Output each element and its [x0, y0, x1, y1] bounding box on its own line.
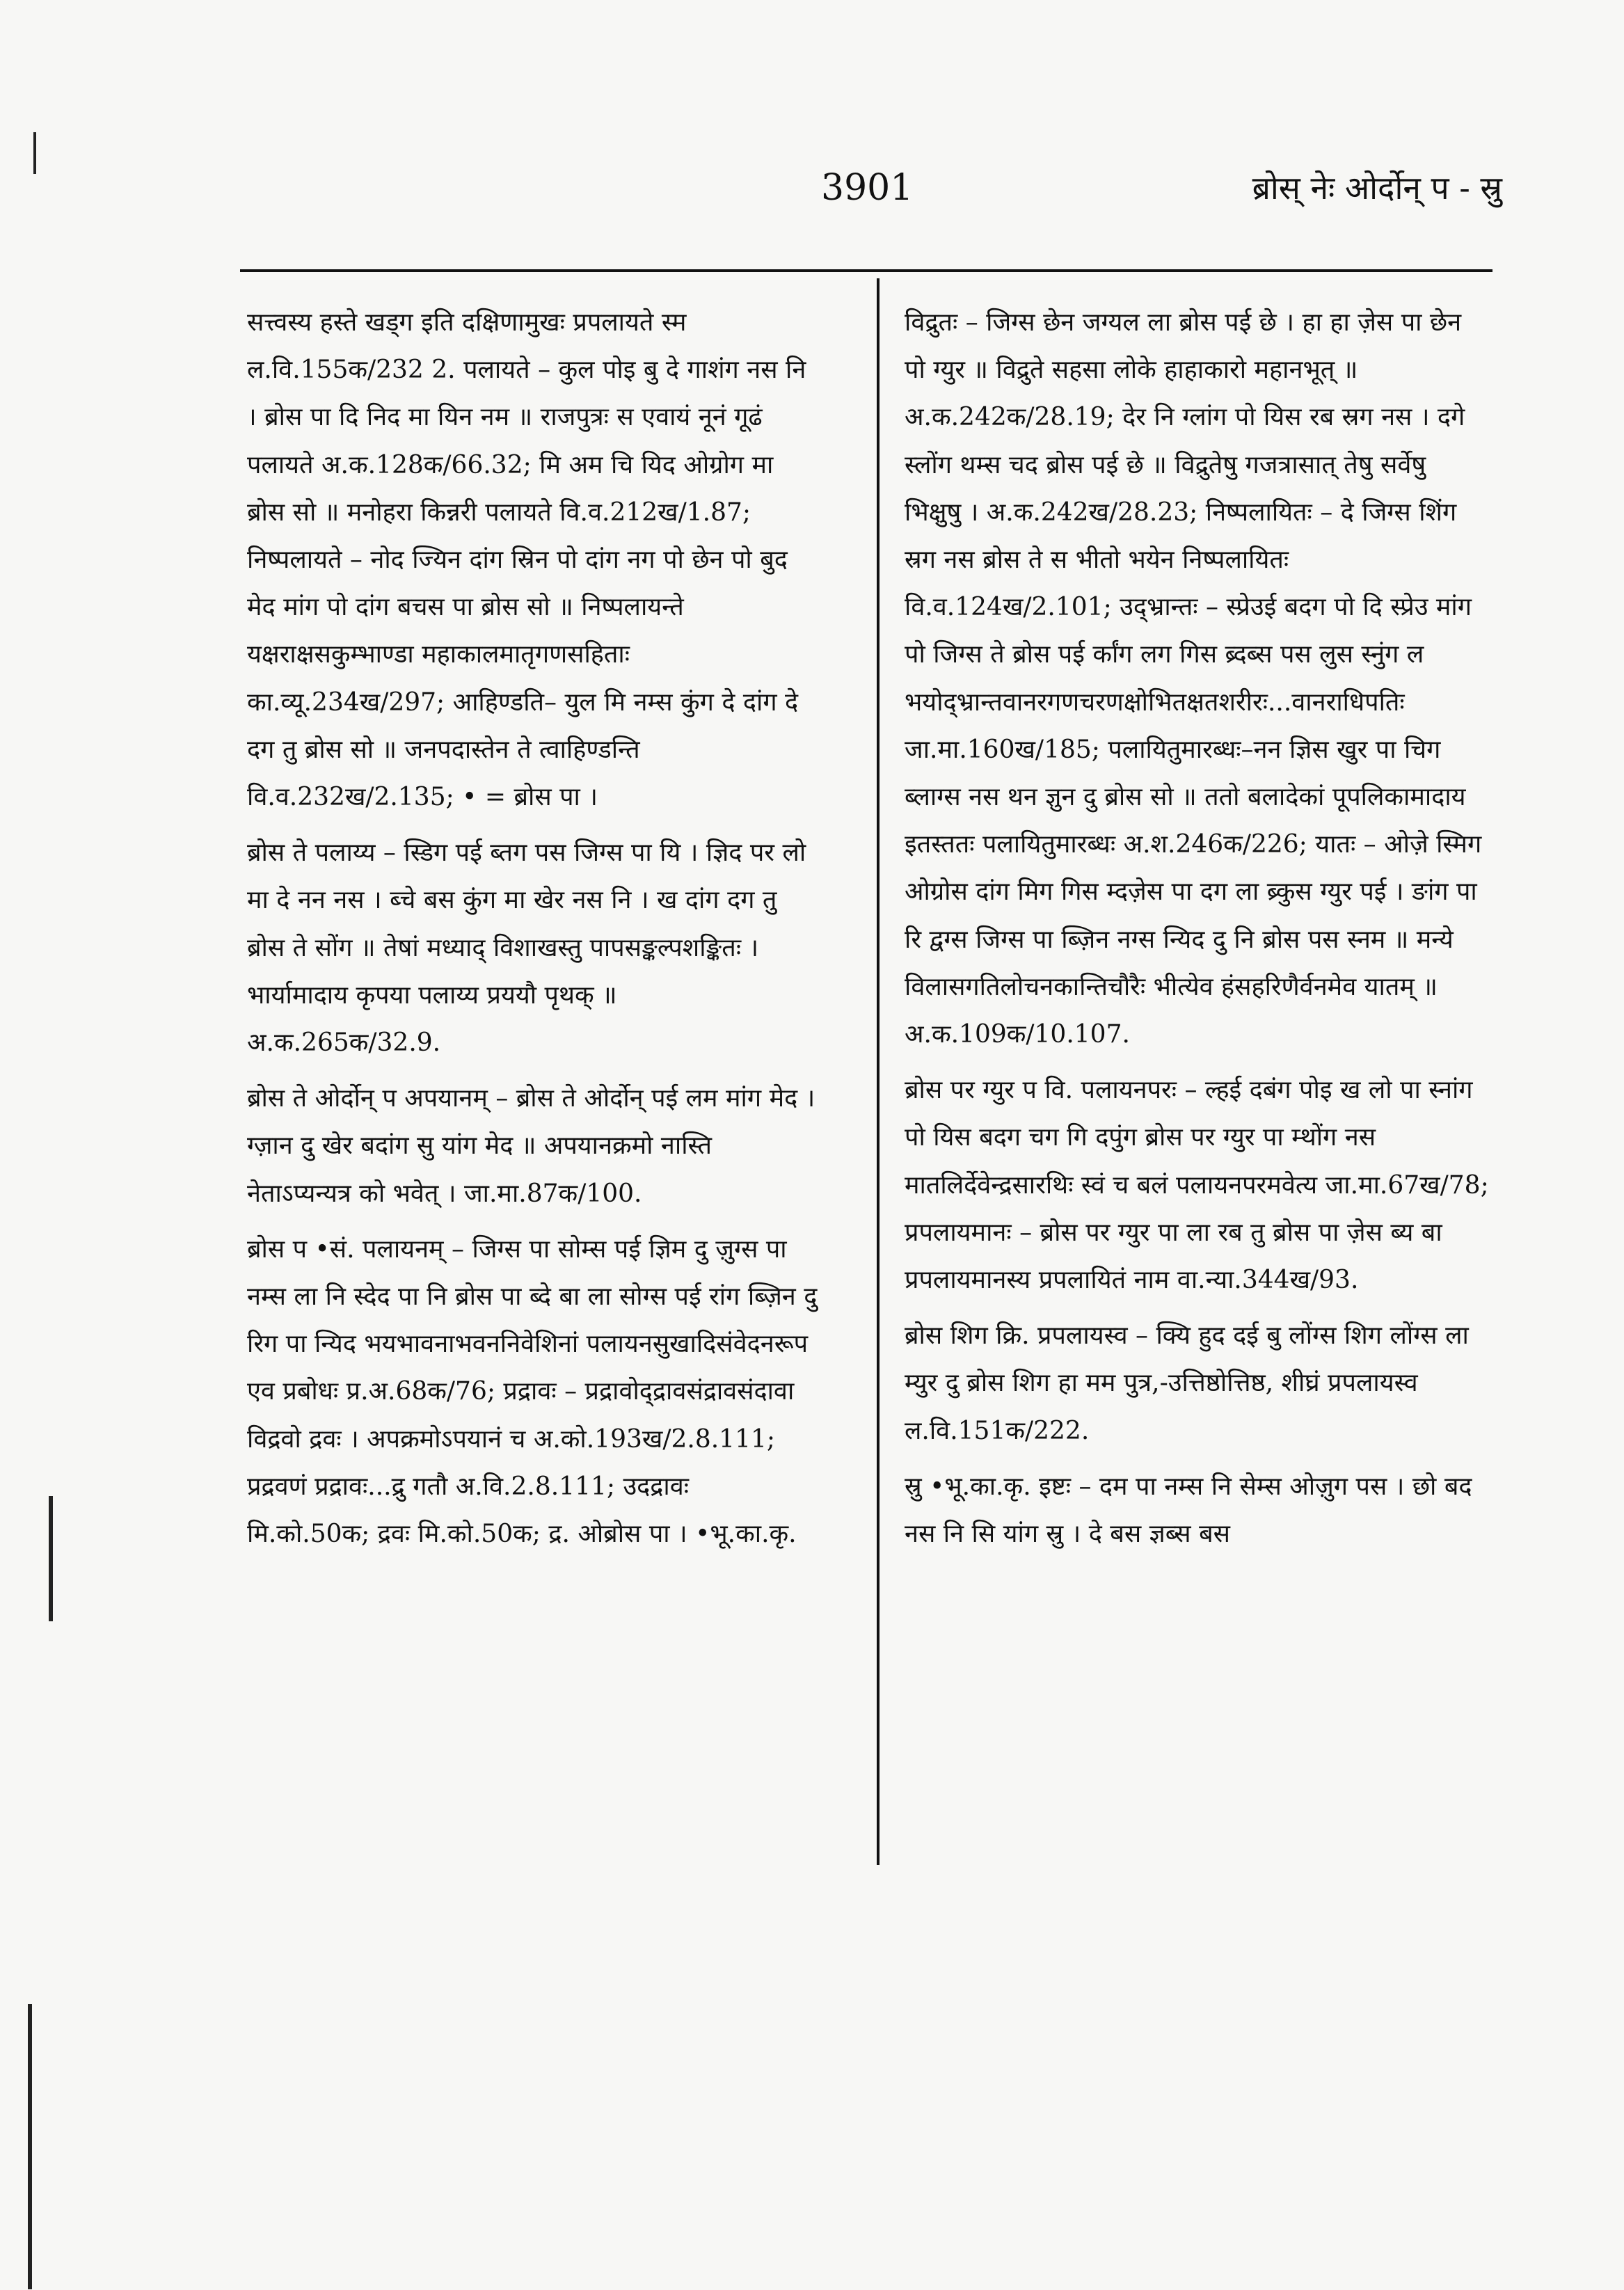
page-number: 3901: [821, 167, 914, 209]
entry-bros-shig: ब्रोस शिग क्रि. प्रपलायस्व – क्यि हुद दई बु लोंग्स शिग लोंग्स ला म्युर दु ब्रोस शिग हा मम पुत्र,-उत्तिष्ठोत्तिष्ठ, शीघ्रं प्रपलायस्व ल.वि.151क/222.: [905, 1321, 1469, 1445]
running-head: ब्रोस्‌ नेः ओर्दोन्‌ प - स्रु: [1252, 169, 1502, 207]
scan-margin-mark: [49, 1496, 53, 1621]
column-divider: [877, 278, 879, 1865]
scan-margin-mark: [28, 2004, 32, 2289]
page-header: [0, 160, 1624, 223]
scan-margin-mark: [33, 132, 36, 174]
header-rule: [240, 269, 1492, 272]
entry-continued: सत्त्वस्य हस्ते खड्ग इति दक्षिणामुखः प्रपलायते स्म ल.वि.155क/232 2. पलायते – कुल पोइ बु दे गाशंग नस नि । ब्रोस पा दि निद मा यिन नम ॥ राजपुत्रः स एवायं नूनं गूढं पलायते अ.क.128क/66.32; मि अम चि यिद ओग्रोग मा ब्रोस सो ॥ मनोहरा किन्नरी पलायते वि.व.212ख/1.87; निष्पलायते – नोद ज्यिन दांग स्रिन पो दांग नग पो छेन पो बुद मेद मांग पो दांग बचस पा ब्रोस सो ॥ निष्पलायन्ते यक्षराक्षसकुम्भाण्डा महाकालमातृगणसहिताः का.व्यू.234ख/297; आहिण्डति– युल मि नम्स कुंग दे दांग दे दग तु ब्रोस सो ॥ जनपदास्तेन ते त्वाहिण्डन्ति वि.व.232ख/2.135; • = ब्रोस पा ।: [247, 308, 806, 812]
entry-bros-par-gyur-pa: ब्रोस पर ग्युर प वि. पलायनपरः – ल्हई दबंग पोइ ख लो पा स्नांग पो यिस बदग चग गि दपुंग ब्रोस पर ग्युर पा म्थोंग नस मातलिर्देवेन्द्रसारथिः स्वं च बलं पलायनपरमवेत्य जा.मा.67ख/78; प्रपलायमानः – ब्रोस पर ग्युर पा ला रब तु ब्रोस पा ज़ेस ब्य बा प्रपलायमानस्य प्रपलायितं नाम वा.न्या.344ख/93.: [905, 1076, 1489, 1295]
entry-bros-te: ब्रोस ते पलाय्य – स्डिग पई ब्तग पस जिग्स पा यि । ज्ञिद पर लो मा दे नन नस । ब्चे बस कुंग मा खेर नस नि । ख दांग दग तु ब्रोस ते सोंग ॥ तेषां मध्याद् विशाखस्तु पापसङ्कल्पशङ्कितः । भार्यामादाय कृपया पलाय्य प्रययौ पृथक् ॥ अ.क.265क/32.9.: [247, 838, 806, 1058]
entry-bros-te-ordong-pa: ब्रोस ते ओर्दोन्‌ प अपयानम् – ब्रोस ते ओर्दोन्‌ पई लम मांग मेद । ग्ज़ान दु खेर बदांग सु यांग मेद ॥ अपयानक्रमो नास्ति नेताऽप्यन्यत्र को भवेत् । जा.मा.87क/100.: [247, 1084, 815, 1208]
entry-bros-pa: ब्रोस प •सं. पलायनम् – जिग्स पा सोम्स पई ज्ञिम दु ज़ुग्स पा नम्स ला नि स्देद पा नि ब्रोस पा ब्दे बा ला सोग्स पई रांग ब्ज़िन दु रिग पा न्यिद भयभावनाभवननिवेशिनां पलायनसुखादिसंवेदनरूप एव प्रबोधः प्र.अ.68क/76; प्रद्रावः – प्रद्रावोद्द्रावसंद्रावसंदावा विद्रवो द्रवः । अपक्रमोऽपयानं च अ.को.193ख/2.8.111; प्रद्रवणं प्रद्रावः...द्रु गतौ अ.वि.2.8.111; उदद्रावः मि.को.50क; द्रवः मि.को.50क; द्र. ओब्रोस पा । •भू.का.कृ.: [247, 1234, 818, 1549]
left-column: [247, 299, 818, 1566]
right-column: [905, 299, 1489, 1566]
entry-sru: स्रु •भू.का.कृ. इष्टः – दम पा नम्स नि सेम्स ओज़ुग पस । छो बद नस नि सि यांग स्रु । दे बस ज्ञब्स बस: [905, 1472, 1472, 1549]
entry-vidrutah: विद्रुतः – जिग्स छेन जग्यल ला ब्रोस पई छे । हा हा ज़ेस पा छेन पो ग्युर ॥ विद्रुते सहसा लोके हाहाकारो महानभूत् ॥ अ.क.242क/28.19; देर नि ग्लांग पो यिस रब स्रग नस । दगे स्लोंग थम्स चद ब्रोस पई छे ॥ विद्रुतेषु गजत्रासात् तेषु सर्वेषु भिक्षुषु । अ.क.242ख/28.23; निष्पलायितः – दे जिग्स शिंग स्रग नस ब्रोस ते स भीतो भयेन निष्पलायितः वि.व.124ख/2.101; उद्भ्रान्तः – स्प्रेउई बदग पो दि स्प्रेउ मांग पो जिग्स ते ब्रोस पई र्कांग लग गिस ब्र्दब्स पस लुस स्नुंग ल भयोद्भ्रान्तवानरगणचरणक्षोभितक्षतशरीरः...वानराधिपतिः जा.मा.160ख/185; पलायितुमारब्धः–नन ज्ञिस खुर पा चिग ब्लाग्स नस थन ज्ञुन दु ब्रोस सो ॥ ततो बलादेकां पूपलिकामादाय इतस्ततः पलायितुमारब्धः अ.श.246क/226; यातः – ओज़े स्मिग ओग्रोस दांग मिग गिस म्दज़ेस पा दग ला ब्र्कुस ग्युर पई । ङांग पा रि द्वग्स जिग्स पा ब्ज़िन नग्स न्यिद दु नि ब्रोस पस स्नम ॥ मन्ये विलासगतिलोचनकान्तिचौरैः भीत्येव हंसहरिणैर्वनमेव यातम् ॥ अ.क.109क/10.107.: [905, 308, 1482, 1049]
